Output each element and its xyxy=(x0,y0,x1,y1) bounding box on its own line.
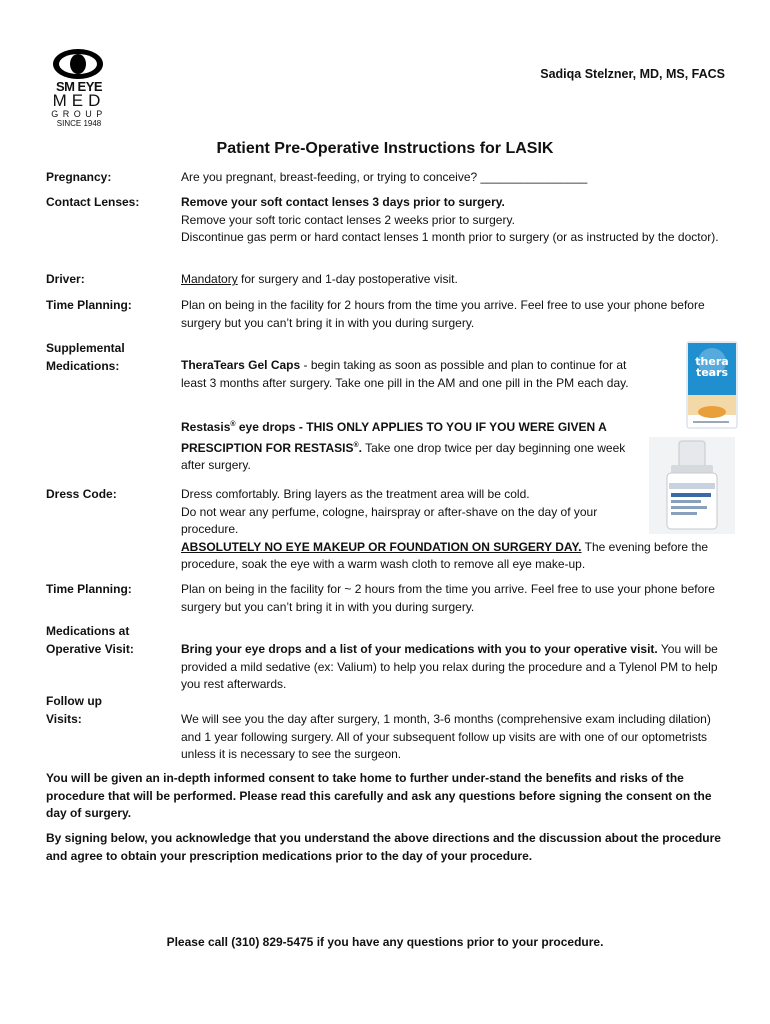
time-planning-label-2: Time Planning: xyxy=(46,582,132,596)
time-planning-text-1: Plan on being in the facility for 2 hours from the time you arrive. Feel free to use your phone before surgery but you can’t bring it in with you during surgery. xyxy=(181,298,705,330)
contacts-text xyxy=(181,194,726,247)
theratears-brand-2: tears xyxy=(695,366,729,379)
theratears-instructions: - begin taking as soon as possible and plan to continue for at least 3 months after surgery. Take one pill in the AM and one pill in the PM each day. xyxy=(181,358,629,390)
consent-paragraph: You will be given an in-depth informed consent to take home to further under-stand the benefits and risks of the procedure that will be performed. Please read this carefully and ask any questions before signing the consent on the day of surgery. xyxy=(46,771,712,820)
time-planning-text-2: Plan on being in the facility for ~ 2 hours from the time you arrive. Feel free to use your phone before surgery but you can’t bring it in with you during surgery. xyxy=(181,582,715,614)
medications-text xyxy=(181,641,726,694)
followup-text: We will see you the day after surgery, 1 month, 3-6 months (comprehensive exam including dilation) and 1 year following surgery. All of your subsequent follow up visits are with one of our optometrists unless it is necessary to see the surgeon. xyxy=(181,712,711,761)
page-title: Patient Pre-Operative Instructions for LASIK xyxy=(216,140,554,157)
logo-line-3: GROUP xyxy=(51,109,107,119)
medications-rest: You will be provided a mild sedative (ex: Valium) to help you relax during the procedure and a Tylenol PM to help you rest afterwards. xyxy=(181,642,718,691)
clinic-logo xyxy=(48,47,110,135)
restasis-period: . xyxy=(358,440,362,455)
driver-rest: for surgery and 1-day postoperative visit. xyxy=(237,272,458,286)
time-planning-label-1: Time Planning: xyxy=(46,298,132,312)
restasis-reg-mark: ® xyxy=(230,421,236,428)
restasis-warning: eye drops - THIS ONLY APPLIES TO YOU IF YOU WERE GIVEN A PRESCIPTION FOR RESTASIS xyxy=(181,420,607,455)
theratears-box-image xyxy=(679,340,747,432)
driver-label: Driver: xyxy=(46,272,85,286)
contacts-line-1: Remove your soft contact lenses 3 days prior to surgery. xyxy=(181,195,505,209)
theratears-brand-1: thera xyxy=(695,355,729,368)
contacts-line-2: Remove your soft toric contact lenses 2 weeks prior to surgery. xyxy=(181,212,515,227)
dress-line-1: Dress comfortably. Bring layers as the treatment area will be cold. xyxy=(181,487,530,501)
logo-line-4: SINCE 1948 xyxy=(56,119,102,128)
theratears-name: TheraTears Gel Caps xyxy=(181,358,301,372)
supplemental-label: Supplemental Medications: xyxy=(46,341,125,373)
contact-footer: Please call (310) 829-5475 if you have any questions prior to your procedure. xyxy=(166,935,604,949)
contacts-label: Contact Lenses: xyxy=(46,195,140,209)
restasis-text xyxy=(181,416,636,475)
eye-logo-icon xyxy=(51,47,105,81)
doctor-name: Sadiqa Stelzner, MD, MS, FACS xyxy=(540,67,725,81)
medications-bold: Bring your eye drops and a list of your medications with you to your operative visit. xyxy=(181,642,658,656)
theratears-text xyxy=(181,357,636,392)
dress-code-label: Dress Code: xyxy=(46,487,117,501)
logo-line-2: MED xyxy=(52,91,106,110)
signing-paragraph: By signing below, you acknowledge that you understand the above directions and the discussion about the procedure and agree to obtain your prescription medications prior to the day of your procedure. xyxy=(46,831,721,863)
driver-text xyxy=(181,271,726,289)
driver-mandatory: Mandatory xyxy=(181,272,238,286)
dress-no-makeup: ABSOLUTELY NO EYE MAKEUP OR FOUNDATION ON SURGERY DAY. xyxy=(181,539,582,554)
restasis-name: Restasis xyxy=(181,420,231,434)
restasis-instructions: Take one drop twice per day beginning one week after surgery. xyxy=(181,440,626,472)
restasis-reg-mark-2: ® xyxy=(353,441,359,449)
contacts-line-3: Discontinue gas perm or hard contact lenses 1 month prior to surgery (or as instructed by the doctor). xyxy=(181,230,719,244)
logo-line-1: SM EYE xyxy=(55,79,103,94)
dress-line-2: Do not wear any perfume, cologne, hairspray or after-shave on the day of your procedure. xyxy=(181,504,598,536)
theratears-box-icon xyxy=(679,340,747,432)
dress-code-text xyxy=(181,486,726,574)
dress-line-3: The evening before the procedure, soak the eye with a warm wash cloth to remove all eye make-up. xyxy=(181,539,709,571)
pregnancy-text: Are you pregnant, breast-feeding, or trying to conceive? ________________ xyxy=(181,170,588,184)
pregnancy-label: Pregnancy: xyxy=(46,170,112,184)
medications-label: Medications at Operative Visit: xyxy=(46,624,134,656)
followup-label: Follow up Visits: xyxy=(46,694,102,726)
